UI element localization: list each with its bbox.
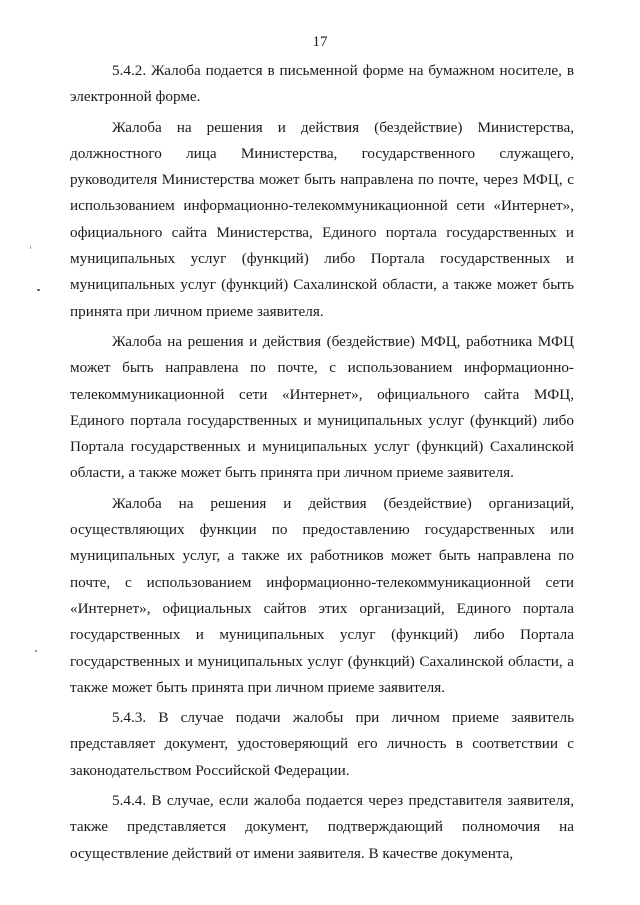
scan-speck bbox=[35, 650, 37, 652]
paragraph-5-4-4: 5.4.4. В случае, если жалоба подается через представителя заявителя, также представляется документ, подтверждающий полномочия на осуществление действий от имени заявителя. В качестве документа, bbox=[70, 792, 574, 862]
paragraph-complaint-ministry: Жалоба на решения и действия (бездействие) Министерства, должностного лица Министерства, государственного служащего, руководителя Министерства может быть направлена по почте, через МФЦ, с использованием информационно-телекоммуникационной сети «Интернет», официального сайта Министерства, Единого портала государственных и муниципальных услуг (функций) либо Портала государственных и муниципальных услуг (функций) Сахалинской области, а также может быть принята при личном приеме заявителя. bbox=[70, 118, 574, 320]
paragraph-complaint-organizations: Жалоба на решения и действия (бездействие) организаций, осуществляющих функции по предоставлению государственных или муниципальных услуг, а также их работников может быть направлена по почте, с использованием информационно-телекоммуникационной сети «Интернет», официальных сайтов этих организаций, Единого портала государственных и муниципальных услуг (функций) либо Портала государственных и муниципальных услуг (функций) Сахалинской области, а также может быть принята при личном приеме заявителя. bbox=[70, 494, 574, 696]
paragraph-complaint-mfc: Жалоба на решения и действия (бездействие) МФЦ, работника МФЦ может быть направлена по почте, с использованием информационно-телекоммуникационной сети «Интернет», официального сайта МФЦ, Единого портала государственных и муниципальных услуг (функций) либо Портала государственных и муниципальных услуг (функций) Сахалинской области, а также может быть принята при личном приеме заявителя. bbox=[70, 332, 574, 482]
scan-speck bbox=[37, 289, 40, 291]
paragraph-5-4-2: 5.4.2. Жалоба подается в письменной форме на бумажном носителе, в электронной форме. bbox=[70, 62, 574, 106]
document-body bbox=[70, 58, 574, 867]
paragraph-5-4-3: 5.4.3. В случае подачи жалобы при личном приеме заявитель представляет документ, удостоверяющий его личность в соответствии с законодательством Российской Федерации. bbox=[70, 709, 574, 779]
page-number: 17 bbox=[312, 34, 328, 50]
scan-speck bbox=[30, 246, 31, 249]
